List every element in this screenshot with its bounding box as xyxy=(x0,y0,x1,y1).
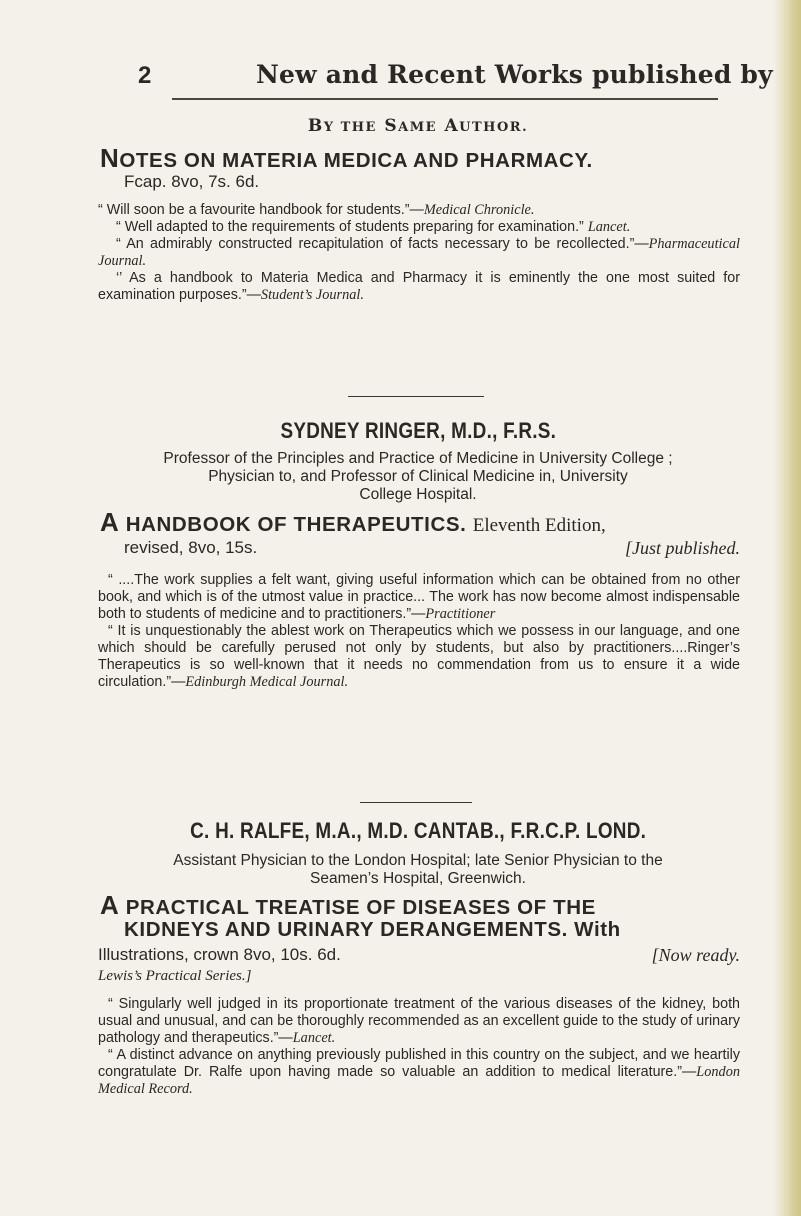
review: “ ....The work supplies a felt want, giving useful information which can be obtained from no other book, and which is of the utmost value in practice... The work has now become almost indispensable both to students of medicine and to practitioners.”—Practitioner xyxy=(98,572,740,622)
review: “ Singularly well judged in its proportionate treatment of the various diseases of the kidney, both usual and unusual, and can be thoroughly recommended as an excellent guide to the study of urinary pathology and therapeutics.”—Lancet. xyxy=(98,996,740,1046)
reviews-notes xyxy=(98,202,740,304)
header-title: New and Recent Works published by xyxy=(256,60,773,89)
affiliation-ringer: Professor of the Principles and Practice of Medicine in University College ; Physician to, and Professor of Clinical Medicine in, University College Hospital. xyxy=(163,450,673,503)
book-subtitle-therapeutics: revised, 8vo, 15s. [Just published. xyxy=(124,538,740,558)
book-title-therapeutics: A HANDBOOK OF THERAPEUTICS. Eleventh Edition, xyxy=(100,507,606,537)
review: “ Will soon be a favourite handbook for students.”—Medical Chronicle. xyxy=(98,202,535,218)
book-title-notes: NOTES ON MATERIA MEDICA AND PHARMACY. xyxy=(100,143,593,173)
review: “ It is unquestionably the ablest work on Therapeutics which we possess in our language, and one which should be carefully perused not only by students, but also by practitioners....Ringer’s Therapeutics is so well-known that it needs no commendation from us to ensure it a wide circulation.”—Edinburgh Medical Journal. xyxy=(98,623,740,690)
review: “ A distinct advance on anything previously published in this country on the subject, and we heartily congratulate Dr. Ralfe upon having made so valuable an addition to medical literature.”—London Medical Record. xyxy=(98,1047,740,1097)
book-subtitle-kidneys: Illustrations, crown 8vo, 10s. 6d. [Now ready. xyxy=(98,945,740,965)
byline: BY THE SAME AUTHOR. xyxy=(307,116,529,136)
series-note: Lewis’s Practical Series.] xyxy=(98,968,252,984)
reviews-therapeutics xyxy=(98,572,740,691)
section-divider xyxy=(348,396,484,397)
running-header xyxy=(0,58,801,98)
author-ringer: SYDNEY RINGER, M.D., F.R.S. xyxy=(280,418,556,443)
section-divider xyxy=(360,802,472,803)
header-rule xyxy=(172,98,718,100)
page-number: 2 xyxy=(138,62,152,89)
review: ‘’ As a handbook to Materia Medica and Pharmacy it is eminently the one most suited for examination purposes.”—Student’s Journal. xyxy=(98,270,740,303)
page-edge-shadow xyxy=(773,0,801,1216)
author-ralfe: C. H. RALFE, M.A., M.D. CANTAB., F.R.C.P. LOND. xyxy=(189,818,647,843)
reviews-kidneys xyxy=(98,996,740,1098)
review: “ An admirably constructed recapitulation of facts necessary to be recollected.”—Pharmaceutical Journal. xyxy=(98,236,740,269)
book-title-kidneys: A PRACTICAL TREATISE OF DISEASES OF THE xyxy=(100,890,596,920)
affiliation-ralfe: Assistant Physician to the London Hospital; late Senior Physician to the Seamen’s Hospital, Greenwich. xyxy=(173,852,663,887)
book-title-kidneys-line2: KIDNEYS AND URINARY DERANGEMENTS. With xyxy=(124,918,621,941)
review: “ Well adapted to the requirements of students preparing for examination.” Lancet. xyxy=(116,219,631,235)
book-subtitle-notes: Fcap. 8vo, 7s. 6d. xyxy=(124,172,260,191)
